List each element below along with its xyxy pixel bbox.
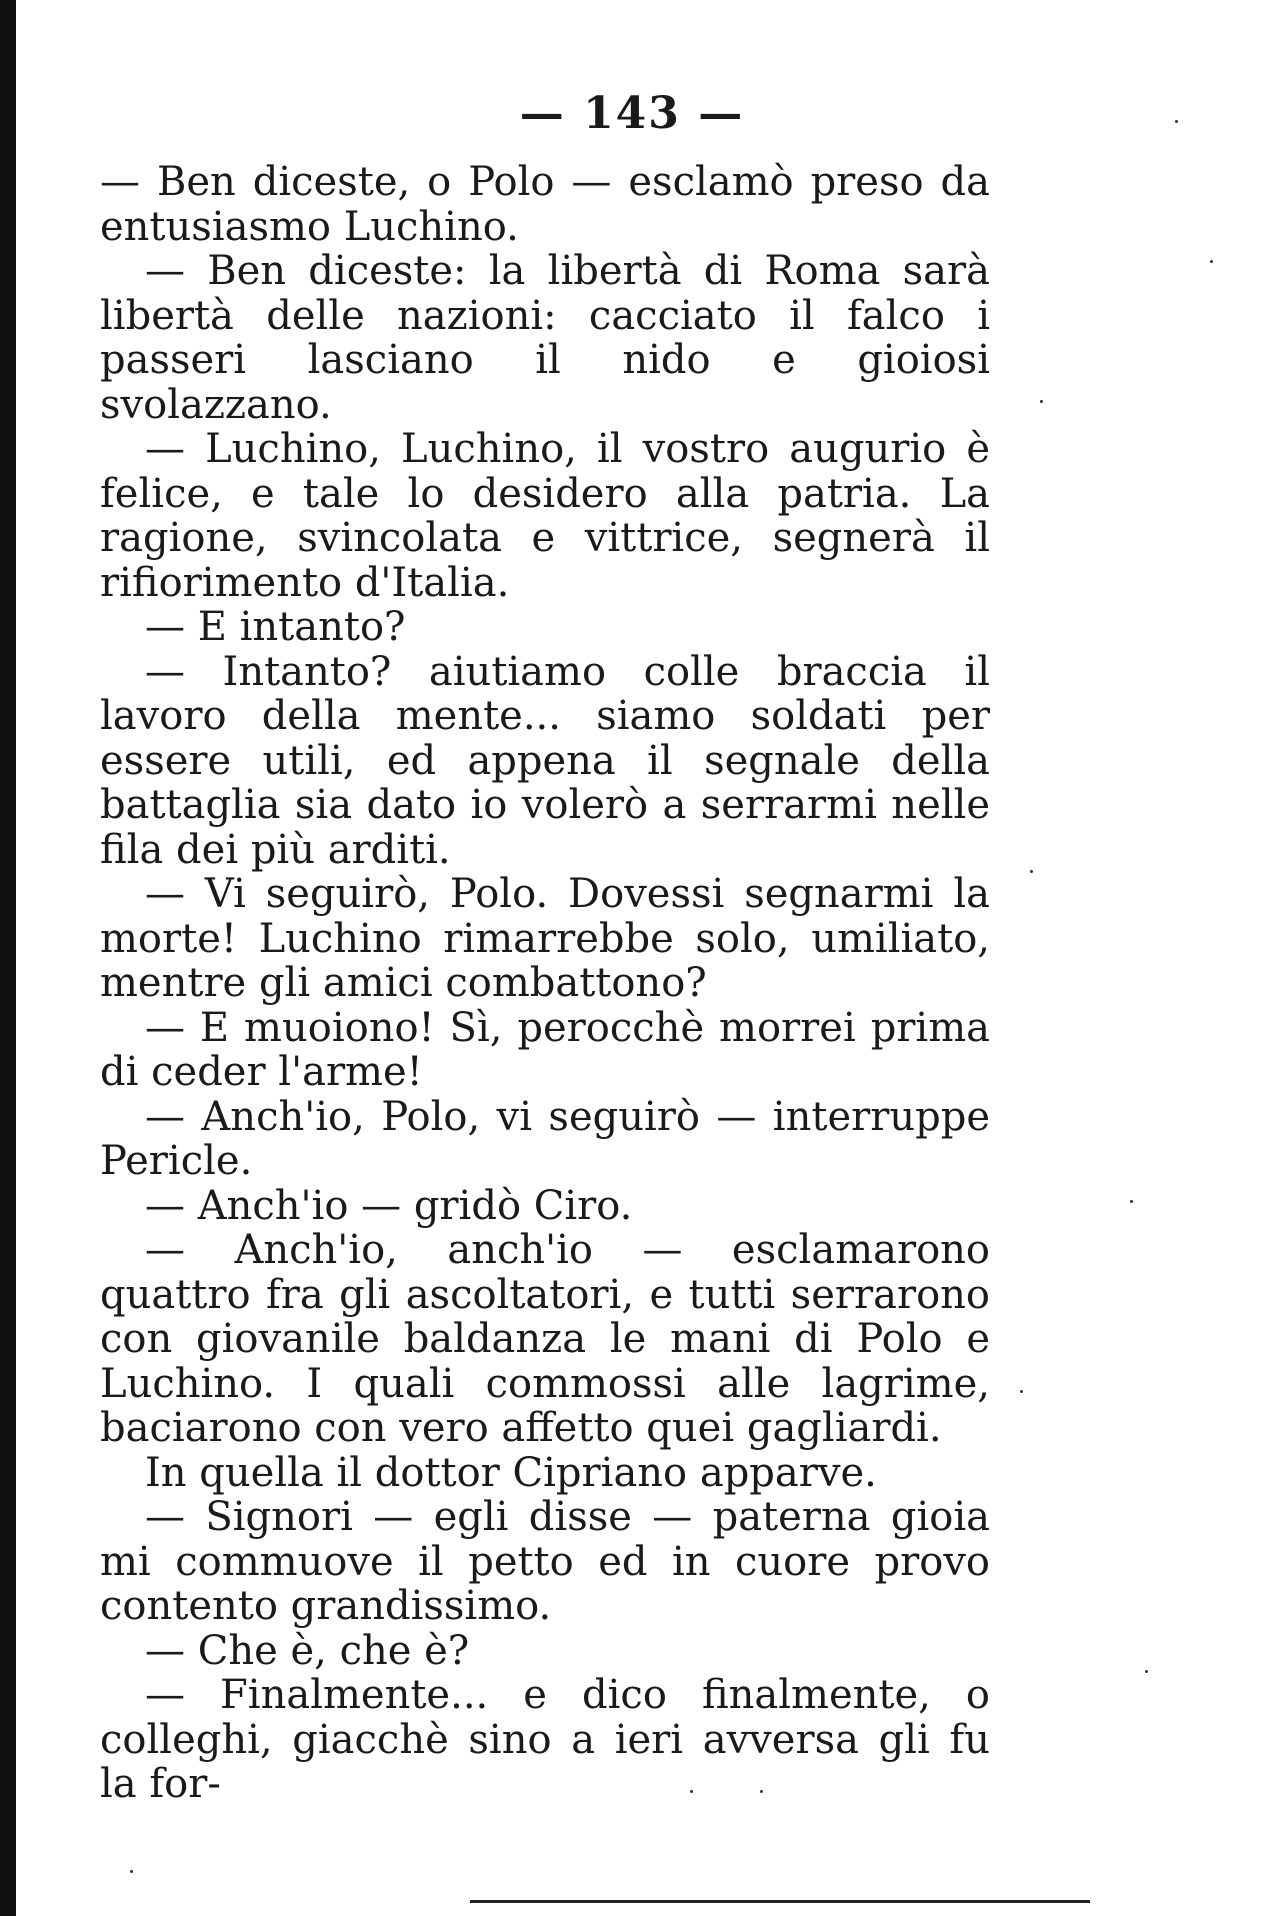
scan-speck [130,1870,133,1873]
scan-speck [1130,1200,1133,1203]
paragraph: — E intanto? [145,604,406,650]
page-body [100,160,990,1807]
paragraph: — Anch'io, anch'io — esclamarono quattro fra gli ascoltatori, e tutti serrarono con giovanile baldanza le mani di Polo e Luchino. I quali commossi alle lagrime, baciarono con vero affetto quei gagliardi. [100,1227,990,1451]
scan-speck [760,1790,763,1793]
book-spine-edge [0,0,16,1916]
paragraph: — Luchino, Luchino, il vostro augurio è felice, e tale lo desidero alla patria. La ragione, svincolata e vittrice, segnerà il rifiorimento d'Italia. [100,426,990,606]
scan-speck [690,1790,693,1793]
paragraph: In quella il dottor Cipriano apparve. [145,1449,877,1496]
paragraph: — Anch'io — gridò Ciro. [145,1182,633,1229]
paragraph: — Vi seguirò, Polo. Dovessi segnarmi la morte! Luchino rimarrebbe solo, umiliato, mentre gli amici combattono? [100,871,990,1006]
paragraph: — Ben diceste: la libertà di Roma sarà libertà delle nazioni: cacciato il falco i passeri lasciano il nido e gioiosi svolazzano. [100,248,990,428]
bottom-edge-line [470,1900,1090,1903]
scan-speck [1145,1670,1148,1673]
scan-speck [1030,870,1033,873]
paragraph: — E muoiono! Sì, perocchè morrei prima di ceder l'arme! [100,1004,990,1095]
paragraph: — Anch'io, Polo, vi seguirò — interruppe Pericle. [100,1093,990,1184]
paragraph: — Intanto? aiutiamo colle braccia il lavoro della mente... siamo soldati per essere utili, ed appena il segnale della battaglia sia dato io volerò a serrarmi nelle fila dei più arditi. [100,648,990,873]
scan-speck [1040,400,1043,403]
paragraph: — Signori — egli disse — paterna gioia mi commuove il petto ed in cuore provo contento grandissimo. [100,1494,990,1629]
paragraph: — Ben diceste, o Polo — esclamò preso da entusiasmo Luchino. [100,159,990,250]
page-number: — 143 — [519,88,745,139]
scan-speck [1175,120,1178,123]
scan-speck [1020,1390,1023,1393]
paragraph: — Che è, che è? [145,1627,470,1674]
scan-speck [1210,260,1213,263]
paragraph: — Finalmente... e dico finalmente, o colleghi, giacchè sino a ieri avversa gli fu la for- [100,1672,990,1807]
